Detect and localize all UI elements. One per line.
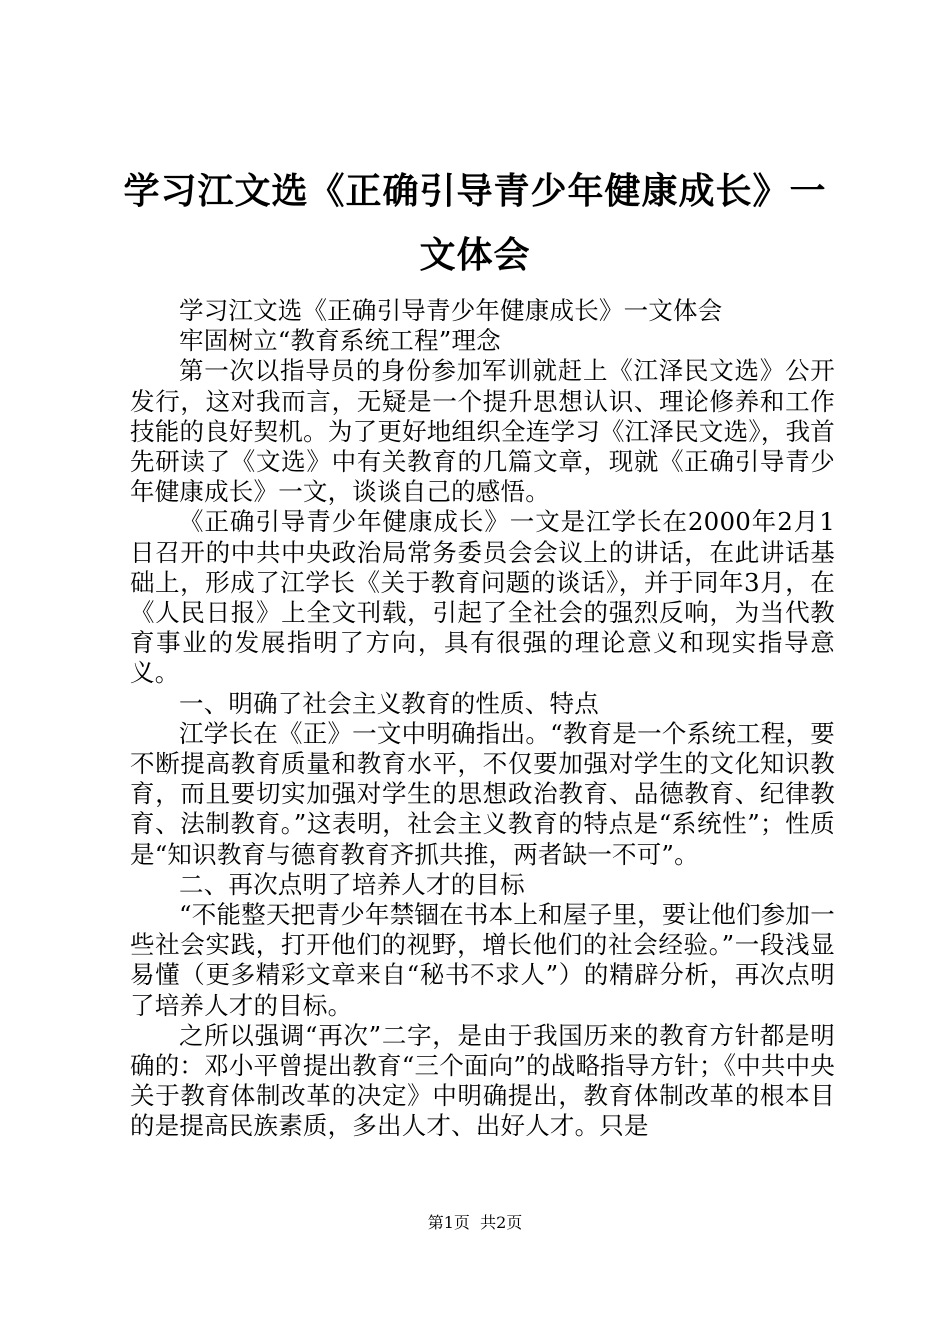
section-heading-1: 一、明确了社会主义教育的性质、特点 [179, 688, 599, 718]
document-body [130, 296, 835, 1142]
page-number: 第1页 [427, 1213, 470, 1232]
document-title: 学习江文选《正确引导青少年健康成长》一文体会 [123, 171, 827, 276]
page-total: 共2页 [480, 1213, 523, 1232]
paragraph-intro: 第一次以指导员的身份参加军训就赶上《江泽民文选》公开发行，这对我而言，无疑是一个提升思想认识、理论修养和工作技能的良好契机。为了更好地组织全连学习《江泽民文选》，我首先研读了《文选》中有关教育的几篇文章，现就《正确引导青少年健康成长》一文，谈谈自己的感悟。 [130, 356, 835, 507]
paragraph-subtitle: 学习江文选《正确引导青少年健康成长》一文体会 [179, 296, 723, 325]
paragraph-section-1: 江学长在《正》一文中明确指出。“教育是一个系统工程，要不断提高教育质量和教育水平，不仅要加强对学生的文化知识教育，而且要切实加强对学生的思想政治教育、品德教育、纪律教育、法制教育。”这表明，社会主义教育的特点是“系统性”；性质是“知识教育与德育教育齐抓共推，两者缺一不可”。 [130, 718, 835, 869]
page-footer [0, 1212, 950, 1234]
paragraph-section-2-continued: 之所以强调“再次”二字，是由于我国历来的教育方针都是明确的：邓小平曾提出教育“三个面向”的战略指导方针；《中共中央关于教育体制改革的决定》中明确提出，教育体制改革的根本目的是提高民族素质，多出人才、出好人才。只是 [130, 1020, 835, 1141]
paragraph-theme: 牢固树立“教育系统工程”理念 [179, 326, 501, 356]
section-heading-2: 二、再次点明了培养人才的目标 [179, 869, 525, 899]
paragraph-section-2: “不能整天把青少年禁锢在书本上和屋子里，要让他们参加一些社会实践，打开他们的视野，增长他们的社会经验。”一段浅显易懂（更多精彩文章来自“秘书不求人”）的精辟分析，再次点明了培养人才的目标。 [130, 900, 835, 1020]
footer-separator [470, 1213, 480, 1232]
paragraph-background: 《正确引导青少年健康成长》一文是江学长在2000年2月1日召开的中共中央政治局常务委员会会议上的讲话，在此讲话基础上，形成了江学长《关于教育问题的谈话》，并于同年3月，在《人民日报》上全文刊载，引起了全社会的强烈反响，为当代教育事业的发展指明了方向，具有很强的理论意义和现实指导意义。 [130, 507, 835, 688]
